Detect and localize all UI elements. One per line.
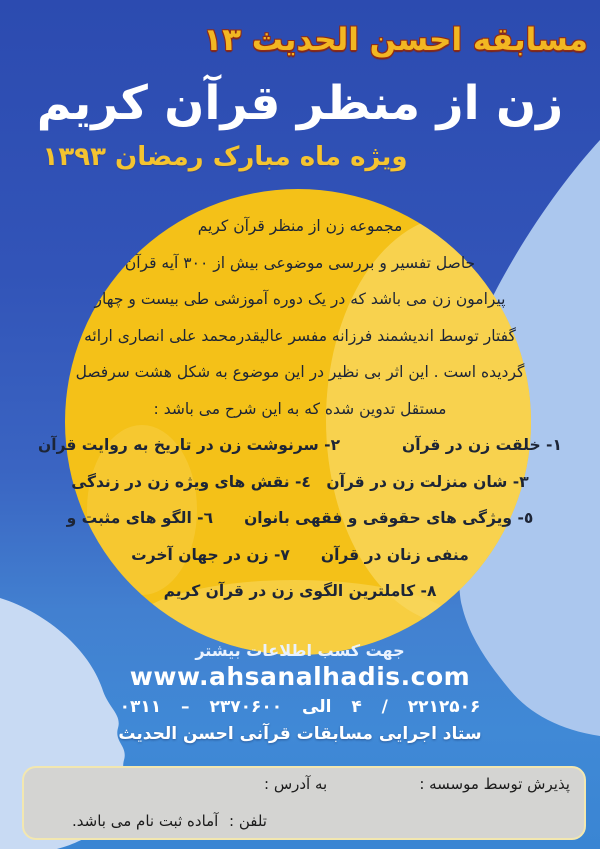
circle-line: گفتار توسط اندیشمند فرزانه مفسر عالیقدرمحمد علی انصاری ارائه: [84, 326, 516, 345]
circle-line: ۱- خلقت زن در قرآن ۲- سرنوشت زن در تاریخ به روایت قرآن: [38, 436, 562, 454]
registration-form-box: [22, 766, 586, 840]
circle-line: ۸- کاملترین الگوی زن در قرآن کریم: [163, 582, 437, 600]
circle-line: منفی زنان در قرآن ۷- زن در جهان آخرت: [131, 545, 469, 564]
phone-numbers: ۲۲۱۲۵۰۶ / ۴ الی ۲۳۷۰۶۰۰ – ۰۳۱۱: [119, 697, 481, 717]
circle-line: ۳- شان منزلت زن در قرآن ٤- نقش های ویژه زن در زندگی: [71, 472, 529, 491]
phone-label: تلفن :: [229, 812, 267, 830]
circle-line: مستقل تدوین شده که به این شرح می باشد :: [153, 399, 447, 418]
circle-line: گردیده است . این اثر بی نظیر در این موضوع به شکل هشت سرفصل: [75, 363, 525, 381]
accept-label: پذیرش توسط موسسه :: [419, 775, 570, 793]
website-link[interactable]: www.ahsanalhadis.com: [129, 662, 471, 691]
circle-line: پیرامون زن می باشد که در یک دوره آموزشی طی بیست و چهار: [94, 290, 506, 308]
subtitle: ویژه ماه مبارک رمضان ۱۳۹۳: [42, 142, 408, 172]
address-label: به آدرس :: [264, 775, 328, 793]
more-info-label: جهت کسب اطلاعات بیشتر: [195, 641, 405, 660]
main-title: زن از منظر قرآن کریم: [36, 76, 564, 131]
circle-line: حاصل تفسیر و بررسی موضوعی بیش از ۳۰۰ آیه قرآن: [124, 253, 476, 272]
organizer-line: ستاد اجرایی مسابقات قرآنی احسن الحدیث: [118, 724, 482, 744]
top-title: مسابقه احسن الحدیث ۱۳: [203, 22, 588, 58]
circle-line: مجموعه زن از منظر قرآن کریم: [197, 217, 403, 235]
circle-line: ٥- ویژگی های حقوقی و فقهی بانوان ٦- الگو های مثبت و: [66, 509, 534, 527]
circle-text: [38, 208, 562, 610]
ready-label: آماده ثبت نام می باشد.: [72, 812, 219, 830]
